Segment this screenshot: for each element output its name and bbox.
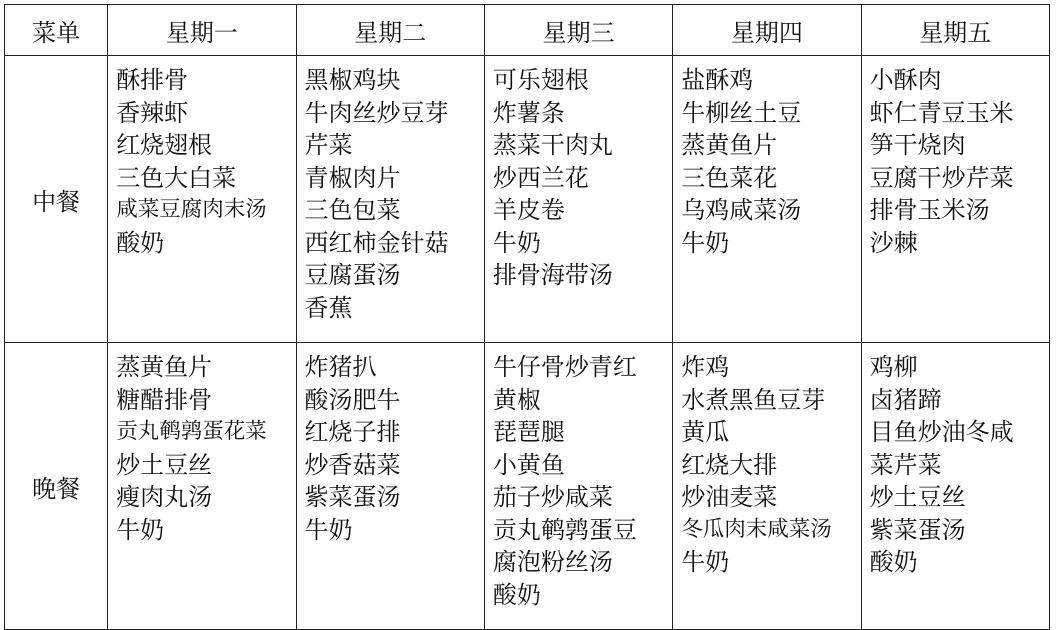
dish-item: 炸猪扒 [304,353,377,381]
dinner-wednesday-cell [484,343,672,630]
dinner-row [5,343,1050,630]
lunch-label: 中餐 [5,56,108,343]
dish-item: 芹菜 [304,131,353,159]
dish-item: 瘦肉丸汤 [116,483,213,511]
dish-item: 牛奶 [492,228,541,257]
dish-item: 牛仔骨炒青红 [492,353,637,381]
dish-item: 蒸黄鱼片 [681,131,778,159]
dish-item: 蒸菜干肉丸 [492,131,613,159]
lunch-friday-cell [861,56,1049,343]
day-header-monday: 星期一 [108,5,296,56]
dish-list [493,351,668,611]
lunch-thursday-cell [673,56,861,343]
dish-list [870,351,1045,579]
dish-item: 蒸黄鱼片 [116,353,213,381]
dish-item: 水煮黑鱼豆芽 [681,385,826,414]
dish-item: 贡丸鹌鹑蛋花菜 [116,419,267,444]
dish-item: 冬瓜肉末咸菜汤 [681,516,832,542]
dish-item: 排骨玉米汤 [869,196,990,224]
dish-item: 菜芹菜 [869,450,942,479]
dish-item: 酸奶 [116,228,165,257]
dish-list [681,351,856,579]
day-header-wednesday: 星期三 [484,5,672,56]
dish-item: 酥排骨 [116,66,189,94]
dish-item: 小黄鱼 [492,450,565,479]
corner-header: 菜单 [5,5,108,56]
dish-item: 红烧大排 [681,450,778,479]
dish-item: 虾仁青豆玉米 [869,98,1014,127]
dish-item: 青椒肉片 [304,163,401,192]
dish-item: 酸汤肥牛 [304,385,401,414]
dish-item: 茄子炒咸菜 [492,483,613,511]
dish-item: 乌鸡咸菜汤 [681,196,802,224]
dish-item: 笋干烧肉 [869,131,966,159]
dish-item: 牛柳丝土豆 [681,98,802,127]
dish-item: 咸菜豆腐肉末汤 [116,197,267,222]
dish-item: 黄椒 [492,385,541,414]
header-row [5,5,1050,56]
lunch-monday-cell [108,56,296,343]
dish-item: 炒土豆丝 [116,450,213,479]
dish-item: 香辣虾 [116,98,189,127]
dish-item: 盐酥鸡 [681,66,754,94]
weekly-menu-table [4,4,1050,630]
dish-item: 腐泡粉丝汤 [492,548,613,576]
dish-list [870,64,1045,259]
dish-list [305,351,480,546]
dish-item: 鸡柳 [869,353,918,381]
dish-item: 小酥肉 [869,66,942,94]
dish-item: 豆腐干炒芹菜 [869,163,1014,192]
dish-item: 红烧翅根 [116,131,213,159]
dish-list [493,64,668,292]
dish-item: 黑椒鸡块 [304,66,401,94]
lunch-row [5,56,1050,343]
dish-list [116,351,291,546]
dish-item: 黄瓜 [681,418,730,446]
dish-item: 炒香菇菜 [304,450,401,479]
dish-item: 牛奶 [681,548,730,576]
lunch-wednesday-cell [484,56,672,343]
dish-item: 糖醋排骨 [116,385,213,414]
lunch-tuesday-cell [296,56,484,343]
dish-item: 酸奶 [869,548,918,576]
dish-item: 红烧子排 [304,418,401,446]
dinner-tuesday-cell [296,343,484,630]
dish-item: 香蕉 [304,293,353,322]
dish-item: 沙棘 [869,228,918,257]
dish-item: 目鱼炒油冬咸 [869,418,1014,446]
day-header-thursday: 星期四 [673,5,861,56]
dish-item: 卤猪蹄 [869,385,942,414]
dish-item: 三色菜花 [681,163,778,192]
dish-item: 羊皮卷 [492,196,565,224]
dish-item: 可乐翅根 [492,66,589,94]
dish-item: 紫菜蛋汤 [869,515,966,544]
dish-item: 西红柿金针菇 [304,228,449,257]
dish-list [681,64,856,259]
dish-list [116,64,291,259]
dish-item: 豆腐蛋汤 [304,261,401,289]
dish-item: 炒西兰花 [492,163,589,192]
dinner-friday-cell [861,343,1049,630]
dish-item: 牛肉丝炒豆芽 [304,98,449,127]
dish-item: 牛奶 [116,515,165,544]
dish-item: 排骨海带汤 [492,261,613,289]
dinner-monday-cell [108,343,296,630]
day-header-tuesday: 星期二 [296,5,484,56]
dish-item: 炒油麦菜 [681,483,778,511]
dish-item: 炒土豆丝 [869,483,966,511]
dish-item: 琵琶腿 [492,418,565,446]
dinner-label: 晚餐 [5,343,108,630]
dish-item: 酸奶 [492,580,541,609]
dish-item: 炸薯条 [492,98,565,127]
dinner-thursday-cell [673,343,861,630]
dish-item: 牛奶 [681,228,730,257]
dish-list [305,64,480,324]
day-header-friday: 星期五 [861,5,1049,56]
dish-item: 三色大白菜 [116,163,237,192]
dish-item: 炸鸡 [681,353,730,381]
dish-item: 牛奶 [304,515,353,544]
dish-item: 贡丸鹌鹑蛋豆 [492,515,637,544]
dish-item: 三色包菜 [304,196,401,224]
dish-item: 紫菜蛋汤 [304,483,401,511]
